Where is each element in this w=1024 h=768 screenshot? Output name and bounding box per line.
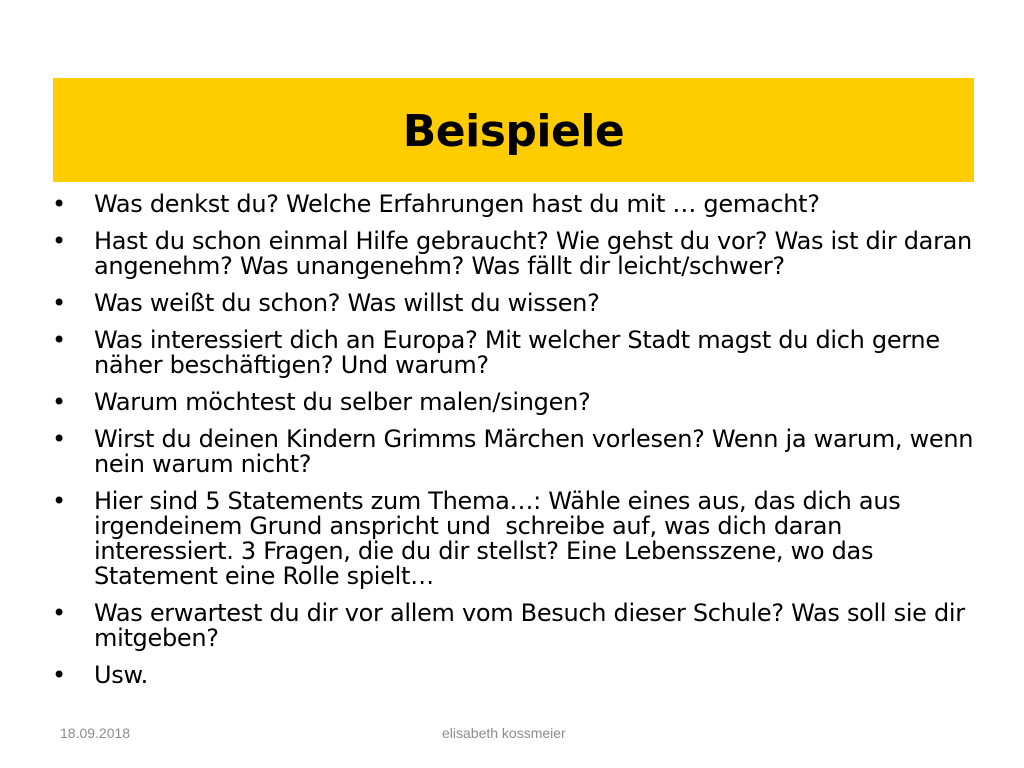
bullet-icon: • xyxy=(52,289,66,317)
bullet-text: Warum möchtest du selber malen/singen? xyxy=(94,388,591,416)
bullet-text: Was interessiert dich an Europa? Mit welcher Stadt magst du dich gerne näher beschäftigen? Und warum? xyxy=(94,326,948,379)
title-banner xyxy=(53,78,974,182)
bullet-item xyxy=(52,601,988,651)
footer-author: elisabeth kossmeier xyxy=(442,725,566,741)
bullet-text: Usw. xyxy=(94,661,148,689)
bullet-text: Wirst du deinen Kindern Grimms Märchen vorlesen? Wenn ja warum, wenn nein warum nicht? xyxy=(94,425,981,478)
bullet-text: Hier sind 5 Statements zum Thema…: Wähle eines aus, das dich aus irgendeinem Grund anspricht und schreibe auf, was dich daran interessiert. 3 Fragen, die du dir stellst? Eine Lebensszene, wo das Statement eine Rolle spielt… xyxy=(94,487,908,590)
bullet-icon: • xyxy=(52,326,66,354)
bullet-item xyxy=(52,489,988,589)
footer-date: 18.09.2018 xyxy=(60,725,131,741)
bullet-item xyxy=(52,427,988,477)
bullet-icon: • xyxy=(52,599,66,627)
bullet-item xyxy=(52,663,988,688)
bullet-item xyxy=(52,328,988,378)
bullet-text: Was denkst du? Welche Erfahrungen hast du mit … gemacht? xyxy=(94,190,820,218)
bullet-icon: • xyxy=(52,388,66,416)
bullet-icon: • xyxy=(52,425,66,453)
bullet-text: Was weißt du schon? Was willst du wissen? xyxy=(94,289,600,317)
bullet-item xyxy=(52,192,988,217)
bullet-item xyxy=(52,229,988,279)
bullet-icon: • xyxy=(52,487,66,515)
bullet-text: Hast du schon einmal Hilfe gebraucht? Wie gehst du vor? Was ist dir daran angenehm? Was unangenehm? Was fällt dir leicht/schwer? xyxy=(94,227,980,280)
bullet-icon: • xyxy=(52,227,66,255)
slide-title: Beispiele xyxy=(402,105,625,157)
bullet-icon: • xyxy=(52,661,66,689)
bullet-text: Was erwartest du dir vor allem vom Besuch dieser Schule? Was soll sie dir mitgeben? xyxy=(94,599,973,652)
bullet-item xyxy=(52,291,988,316)
bullet-list xyxy=(52,192,988,700)
bullet-item xyxy=(52,390,988,415)
bullet-icon: • xyxy=(52,190,66,218)
